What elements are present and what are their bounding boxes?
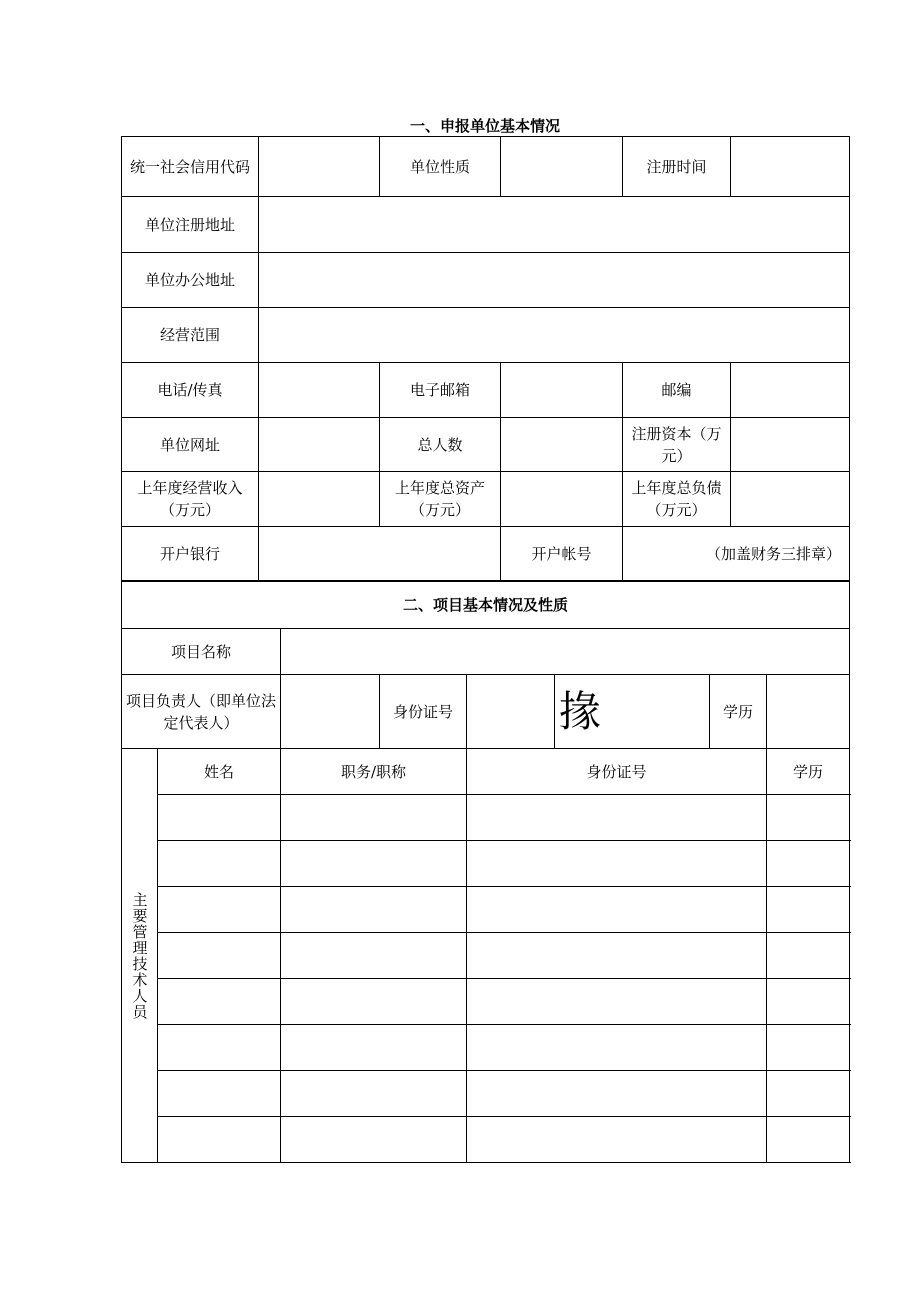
project-name-label: 项目名称 — [122, 629, 281, 675]
last-year-revenue-label: 上年度经营收入（万元） — [122, 472, 259, 527]
postcode-label: 邮编 — [623, 363, 731, 418]
postcode-field[interactable] — [731, 363, 850, 418]
leader-id-value[interactable]: 掾 — [555, 675, 710, 749]
staff-name-cell[interactable] — [158, 887, 281, 933]
project-leader-label: 项目负责人（即单位法定代表人） — [122, 675, 281, 749]
table-row — [122, 1071, 850, 1117]
table-row — [122, 795, 850, 841]
staff-id-cell[interactable] — [467, 795, 767, 841]
staff-group-label: 主要管理技术人员 — [122, 749, 158, 1163]
registered-capital-field[interactable] — [731, 418, 850, 472]
staff-id-cell[interactable] — [467, 1071, 767, 1117]
account-field[interactable]: （加盖财务三排章） — [623, 527, 850, 582]
unit-basic-info-table — [121, 136, 850, 582]
leader-id-field[interactable] — [467, 675, 555, 749]
staff-name-cell[interactable] — [158, 979, 281, 1025]
section1-title: 一、申报单位基本情况 — [409, 117, 560, 135]
website-label: 单位网址 — [122, 418, 259, 472]
last-year-liabilities-label: 上年度总负债（万元） — [623, 472, 731, 527]
staff-education-cell[interactable] — [767, 795, 850, 841]
email-label: 电子邮箱 — [380, 363, 501, 418]
staff-header-id: 身份证号 — [467, 749, 767, 795]
business-scope-label: 经营范围 — [122, 308, 259, 363]
staff-name-cell[interactable] — [158, 1025, 281, 1071]
staff-name-cell[interactable] — [158, 1071, 281, 1117]
unit-nature-label: 单位性质 — [380, 137, 501, 197]
last-year-liabilities-field[interactable] — [731, 472, 850, 527]
staff-education-cell[interactable] — [767, 1117, 850, 1163]
last-year-assets-field[interactable] — [501, 472, 623, 527]
staff-education-cell[interactable] — [767, 841, 850, 887]
staff-name-cell[interactable] — [158, 933, 281, 979]
table-row — [122, 933, 850, 979]
phone-fax-label: 电话/传真 — [122, 363, 259, 418]
staff-education-cell[interactable] — [767, 979, 850, 1025]
leader-education-label: 学历 — [710, 675, 767, 749]
register-address-field[interactable] — [259, 197, 850, 253]
staff-id-cell[interactable] — [467, 979, 767, 1025]
register-time-label: 注册时间 — [623, 137, 731, 197]
last-year-revenue-field[interactable] — [259, 472, 380, 527]
office-address-label: 单位办公地址 — [122, 253, 259, 308]
staff-name-cell[interactable] — [158, 795, 281, 841]
office-address-field[interactable] — [259, 253, 850, 308]
staff-id-cell[interactable] — [467, 933, 767, 979]
headcount-label: 总人数 — [380, 418, 501, 472]
registered-capital-label: 注册资本（万元） — [623, 418, 731, 472]
unit-nature-field[interactable] — [501, 137, 623, 197]
staff-id-cell[interactable] — [467, 841, 767, 887]
leader-education-field[interactable] — [767, 675, 850, 749]
project-leader-field[interactable] — [281, 675, 380, 749]
headcount-field[interactable] — [501, 418, 623, 472]
bank-label: 开户银行 — [122, 527, 259, 582]
register-time-field[interactable] — [731, 137, 850, 197]
register-address-label: 单位注册地址 — [122, 197, 259, 253]
credit-code-field[interactable] — [259, 137, 380, 197]
section2-title: 二、项目基本情况及性质 — [122, 581, 850, 629]
table-row — [122, 1117, 850, 1163]
staff-position-cell[interactable] — [281, 1117, 467, 1163]
business-scope-field[interactable] — [259, 308, 850, 363]
staff-position-cell[interactable] — [281, 1071, 467, 1117]
staff-position-cell[interactable] — [281, 933, 467, 979]
staff-id-cell[interactable] — [467, 1117, 767, 1163]
account-label: 开户帐号 — [501, 527, 623, 582]
staff-education-cell[interactable] — [767, 933, 850, 979]
staff-position-cell[interactable] — [281, 887, 467, 933]
credit-code-label: 统一社会信用代码 — [122, 137, 259, 197]
staff-education-cell[interactable] — [767, 1071, 850, 1117]
email-field[interactable] — [501, 363, 623, 418]
table-row — [122, 979, 850, 1025]
last-year-assets-label: 上年度总资产（万元） — [380, 472, 501, 527]
staff-header-name: 姓名 — [158, 749, 281, 795]
staff-education-cell[interactable] — [767, 1025, 850, 1071]
table-row — [122, 1025, 850, 1071]
project-name-field[interactable] — [281, 629, 850, 675]
staff-education-cell[interactable] — [767, 887, 850, 933]
staff-name-cell[interactable] — [158, 841, 281, 887]
staff-position-cell[interactable] — [281, 979, 467, 1025]
staff-position-cell[interactable] — [281, 1025, 467, 1071]
staff-id-cell[interactable] — [467, 887, 767, 933]
staff-header-education: 学历 — [767, 749, 850, 795]
bank-field[interactable] — [259, 527, 501, 582]
project-info-table — [121, 580, 850, 1163]
phone-fax-field[interactable] — [259, 363, 380, 418]
staff-header-position: 职务/职称 — [281, 749, 467, 795]
staff-position-cell[interactable] — [281, 841, 467, 887]
website-field[interactable] — [259, 418, 380, 472]
staff-name-cell[interactable] — [158, 1117, 281, 1163]
staff-position-cell[interactable] — [281, 795, 467, 841]
table-row — [122, 887, 850, 933]
staff-id-cell[interactable] — [467, 1025, 767, 1071]
table-row — [122, 841, 850, 887]
leader-id-label: 身份证号 — [380, 675, 467, 749]
